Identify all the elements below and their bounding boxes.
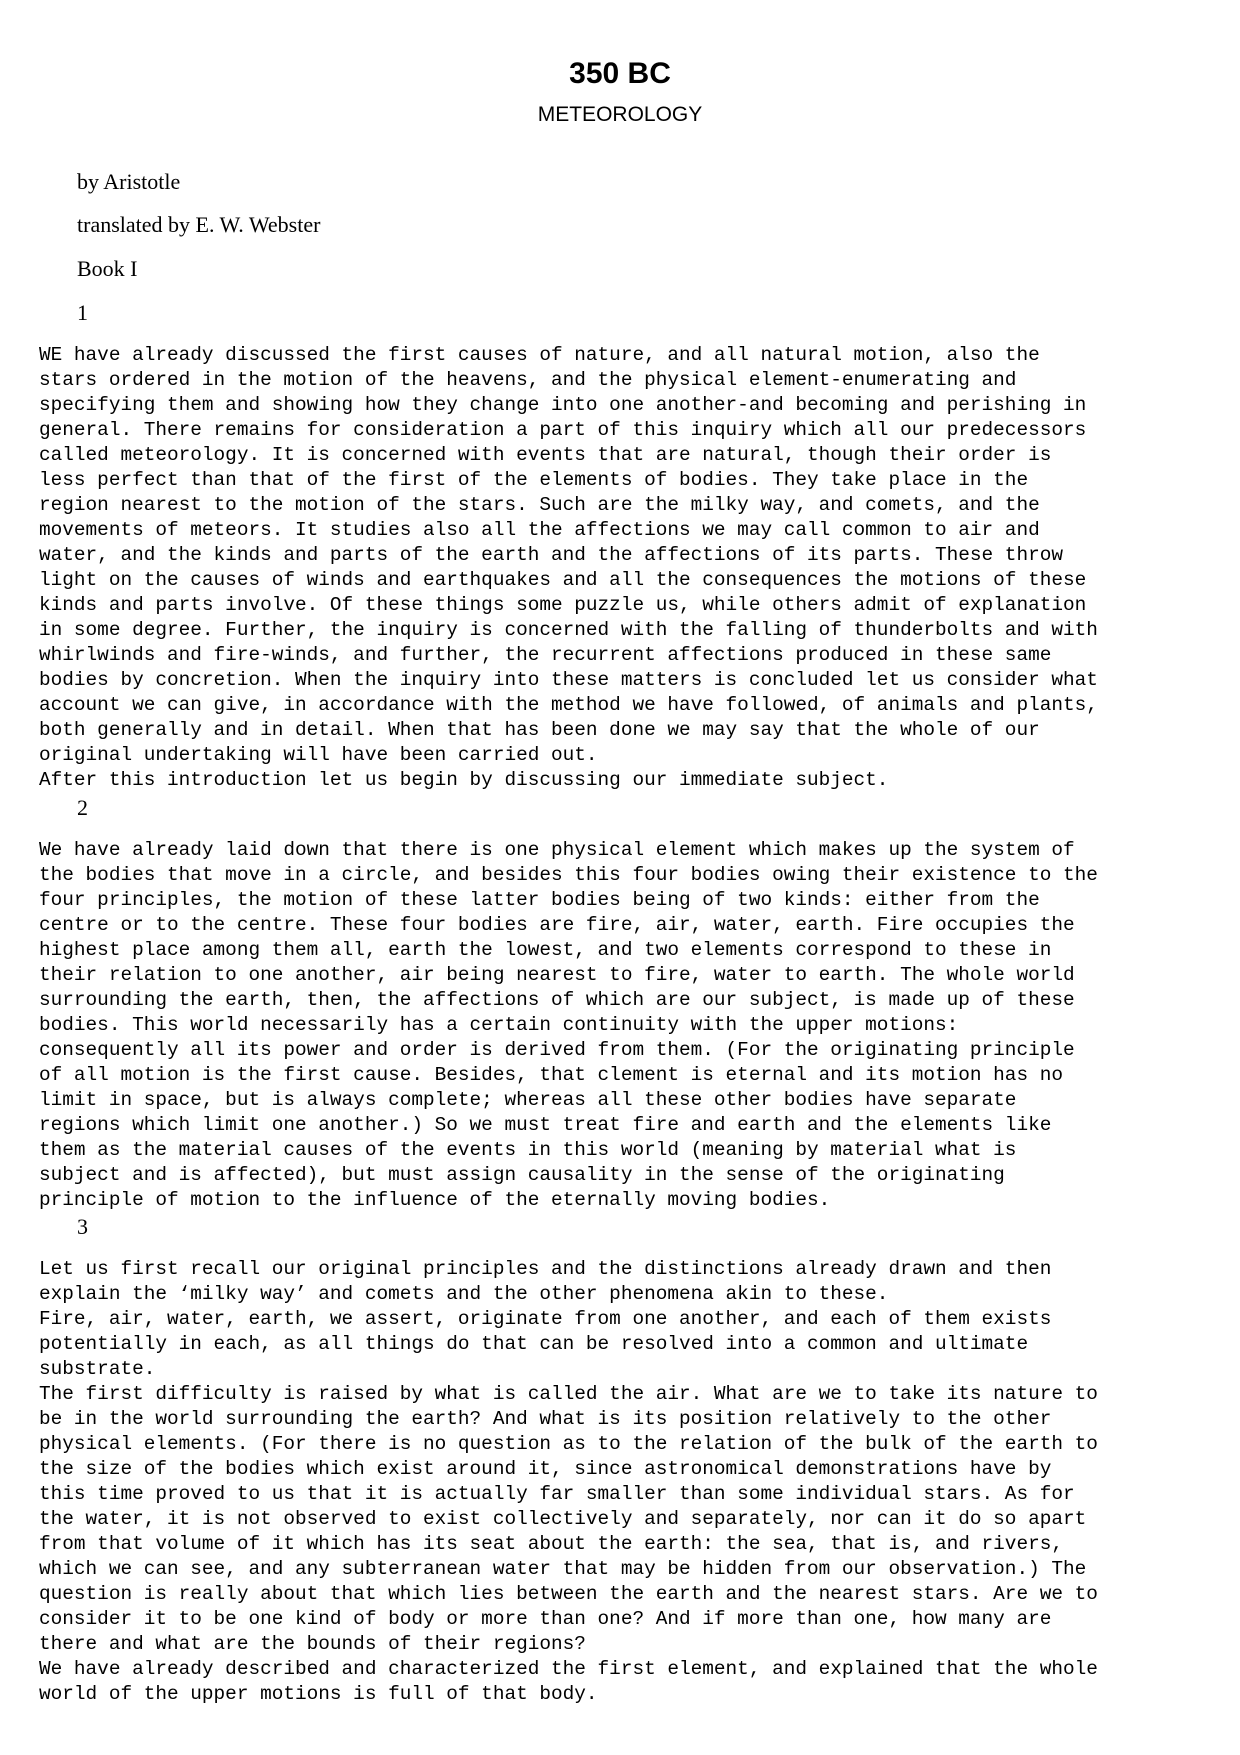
text-line: which we can see, and any subterranean water that may be hidden from our observation.) The bbox=[39, 1558, 1087, 1580]
text-line: less perfect than that of the first of the elements of bodies. They take place in the bbox=[39, 469, 1029, 491]
text-line: the size of the bodies which exist around it, since astronomical demonstrations have by bbox=[39, 1458, 1052, 1480]
text-line: stars ordered in the motion of the heavens, and the physical element-enumerating and bbox=[39, 369, 1017, 391]
text-line: both generally and in detail. When that has been done we may say that the whole of our bbox=[39, 719, 1040, 741]
book-heading: Book I bbox=[77, 256, 138, 281]
text-line: light on the causes of winds and earthquakes and all the consequences the motions of these bbox=[39, 569, 1087, 591]
text-line: principle of motion to the influence of the eternally moving bodies. bbox=[39, 1189, 831, 1211]
text-line: limit in space, but is always complete; whereas all these other bodies have separate bbox=[39, 1089, 1017, 1111]
document-title: 350 BC bbox=[569, 57, 671, 90]
text-line: in some degree. Further, the inquiry is concerned with the falling of thunderbolts and with bbox=[39, 619, 1098, 641]
text-line: consequently all its power and order is derived from them. (For the originating principle bbox=[39, 1039, 1075, 1061]
text-line: them as the material causes of the events in this world (meaning by material what is bbox=[39, 1139, 1017, 1161]
text-line: WE have already discussed the first causes of nature, and all natural motion, also the bbox=[39, 344, 1040, 366]
text-line: this time proved to us that it is actually far smaller than some individual stars. As for bbox=[39, 1483, 1075, 1505]
text-line: water, and the kinds and parts of the earth and the affections of its parts. These throw bbox=[39, 544, 1063, 566]
text-line: subject and is affected), but must assign causality in the sense of the originating bbox=[39, 1164, 1005, 1186]
text-line: Let us first recall our original principles and the distinctions already drawn and then bbox=[39, 1258, 1052, 1280]
text-line: general. There remains for consideration a part of this inquiry which all our predecessors bbox=[39, 419, 1087, 441]
text-line: the bodies that move in a circle, and besides this four bodies owing their existence to the bbox=[39, 864, 1098, 886]
text-line: potentially in each, as all things do that can be resolved into a common and ultimate bbox=[39, 1333, 1029, 1355]
text-line: After this introduction let us begin by discussing our immediate subject. bbox=[39, 769, 889, 791]
text-line: We have already laid down that there is one physical element which makes up the system of bbox=[39, 839, 1075, 861]
text-line: specifying them and showing how they change into one another-and becoming and perishing in bbox=[39, 394, 1087, 416]
text-line: We have already described and characterized the first element, and explained that the whole bbox=[39, 1658, 1098, 1680]
text-line: the water, it is not observed to exist collectively and separately, nor can it do so apart bbox=[39, 1508, 1087, 1530]
author-line: by Aristotle bbox=[77, 169, 181, 194]
text-line: bodies. This world necessarily has a certain continuity with the upper motions: bbox=[39, 1014, 959, 1036]
text-line: consider it to be one kind of body or more than one? And if more than one, how many are bbox=[39, 1608, 1052, 1630]
section-1-text bbox=[39, 343, 1229, 793]
text-line: kinds and parts involve. Of these things some puzzle us, while others admit of explanation bbox=[39, 594, 1087, 616]
section-number-3: 3 bbox=[77, 1214, 88, 1239]
text-line: movements of meteors. It studies also all the affections we may call common to air and bbox=[39, 519, 1040, 541]
text-line: whirlwinds and fire-winds, and further, the recurrent affections produced in these same bbox=[39, 644, 1052, 666]
text-line: explain the ‘milky way’ and comets and the other phenomena akin to these. bbox=[39, 1283, 889, 1305]
text-line: account we can give, in accordance with the method we have followed, of animals and plants, bbox=[39, 694, 1098, 716]
text-line: original undertaking will have been carried out. bbox=[39, 744, 598, 766]
section-number-2: 2 bbox=[77, 795, 88, 820]
section-2-text bbox=[39, 838, 1229, 1213]
text-line: world of the upper motions is full of that body. bbox=[39, 1683, 598, 1705]
section-number-1: 1 bbox=[77, 300, 88, 325]
text-line: be in the world surrounding the earth? And what is its position relatively to the other bbox=[39, 1408, 1052, 1430]
text-line: The first difficulty is raised by what is called the air. What are we to take its nature to bbox=[39, 1383, 1098, 1405]
text-line: surrounding the earth, then, the affections of which are our subject, is made up of these bbox=[39, 989, 1075, 1011]
text-line: physical elements. (For there is no question as to the relation of the bulk of the earth to bbox=[39, 1433, 1098, 1455]
text-line: bodies by concretion. When the inquiry into these matters is concluded let us consider what bbox=[39, 669, 1098, 691]
text-line: there and what are the bounds of their regions? bbox=[39, 1633, 586, 1655]
text-line: called meteorology. It is concerned with events that are natural, though their order is bbox=[39, 444, 1052, 466]
section-3-text bbox=[39, 1257, 1229, 1707]
document-subtitle: METEOROLOGY bbox=[537, 103, 703, 126]
text-line: centre or to the centre. These four bodies are fire, air, water, earth. Fire occupies the bbox=[39, 914, 1075, 936]
text-line: region nearest to the motion of the stars. Such are the milky way, and comets, and the bbox=[39, 494, 1040, 516]
text-line: question is really about that which lies between the earth and the nearest stars. Are we to bbox=[39, 1583, 1098, 1605]
text-line: substrate. bbox=[39, 1358, 156, 1380]
text-line: their relation to one another, air being nearest to fire, water to earth. The whole world bbox=[39, 964, 1075, 986]
text-line: regions which limit one another.) So we must treat fire and earth and the elements like bbox=[39, 1114, 1052, 1136]
text-line: four principles, the motion of these latter bodies being of two kinds: either from the bbox=[39, 889, 1040, 911]
translator-line: translated by E. W. Webster bbox=[77, 212, 321, 237]
text-line: highest place among them all, earth the lowest, and two elements correspond to these in bbox=[39, 939, 1052, 961]
text-line: from that volume of it which has its seat about the earth: the sea, that is, and rivers, bbox=[39, 1533, 1063, 1555]
text-line: Fire, air, water, earth, we assert, originate from one another, and each of them exists bbox=[39, 1308, 1052, 1330]
text-line: of all motion is the first cause. Besides, that clement is eternal and its motion has no bbox=[39, 1064, 1063, 1086]
